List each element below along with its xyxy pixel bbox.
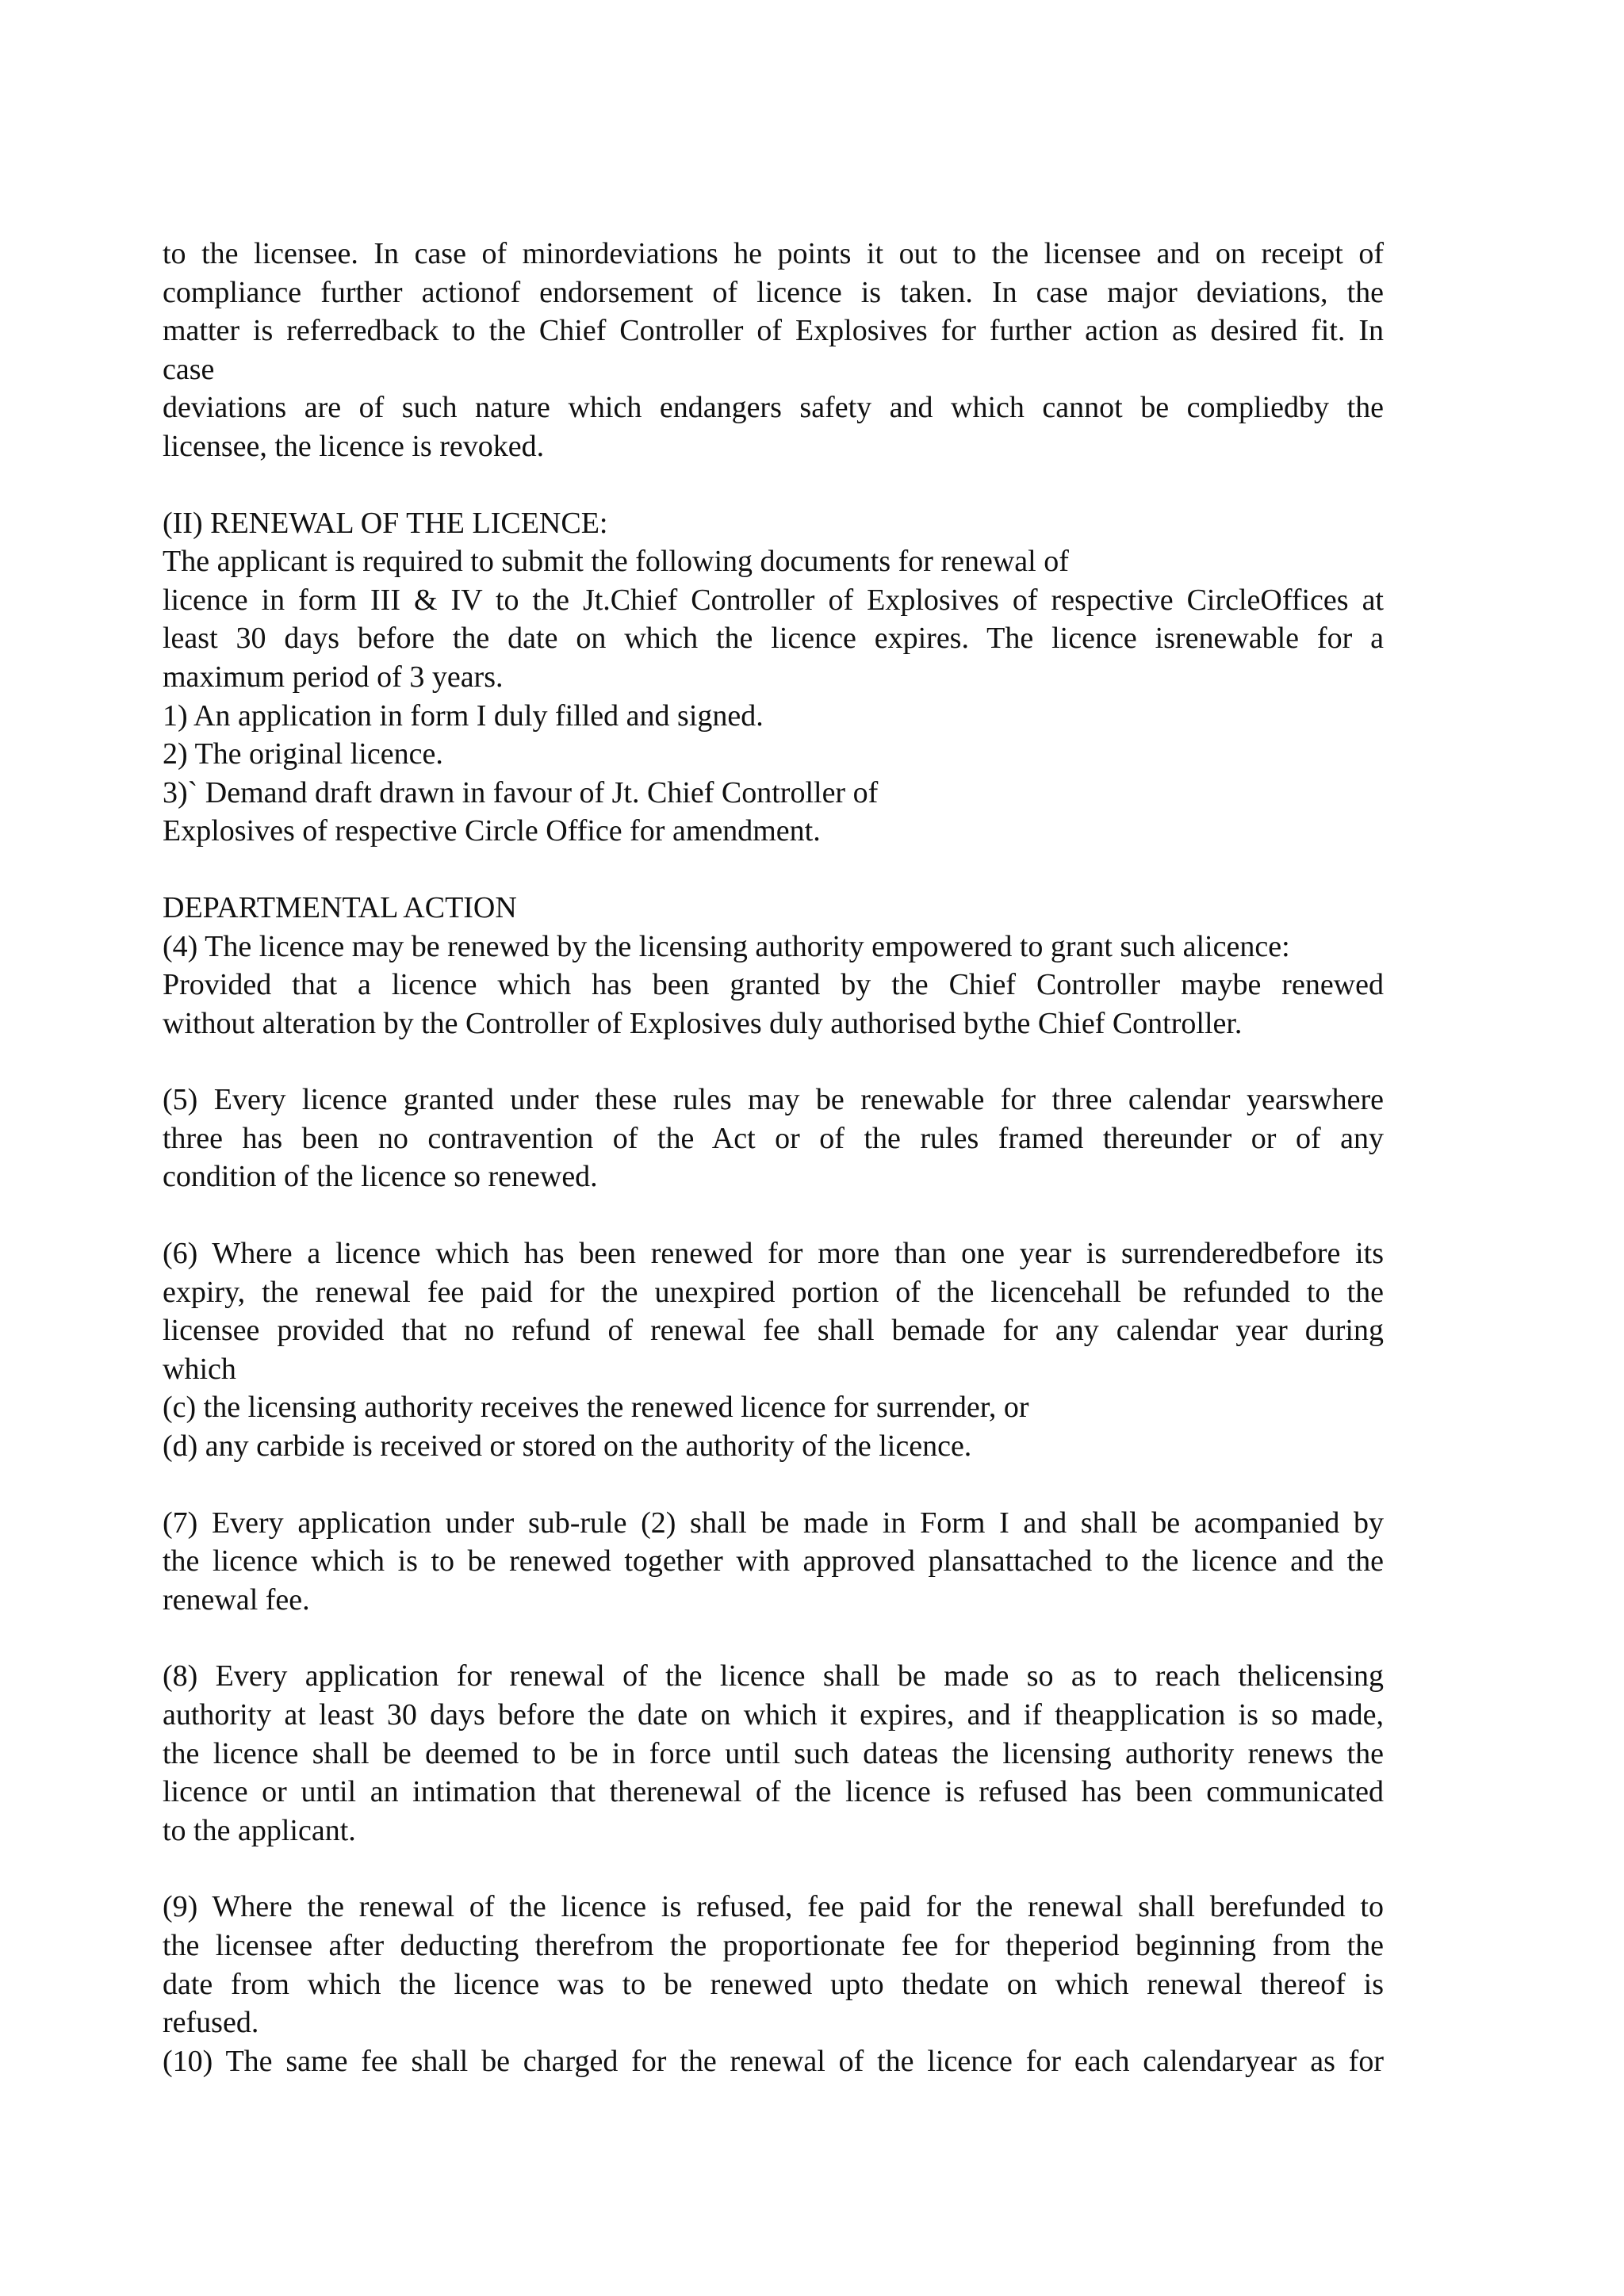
text-line: case — [163, 352, 215, 386]
rule-5-paragraph — [163, 1081, 1384, 1196]
text-line: Provided that a licence which has been granted by the Chief Controller maybe renewed — [163, 968, 1384, 1002]
text-line: licence in form III & IV to the Jt.Chief Controller of Explosives of respective CircleOffices at — [163, 583, 1384, 617]
text-line: (6) Where a licence which has been renewed for more than one year is surrenderedbefore its — [163, 1237, 1384, 1271]
document-page — [163, 235, 1384, 2080]
text-line: deviations are of such nature which endangers safety and which cannot be compliedby the — [163, 391, 1384, 425]
text-line: 2) The original licence. — [163, 737, 443, 771]
paragraph-gap — [163, 466, 1384, 504]
text-line: renewal fee. — [163, 1582, 310, 1617]
text-line: without alteration by the Controller of Explosives duly authorised bythe Chief Controller. — [163, 1006, 1243, 1040]
text-line: licensee provided that no refund of renewal fee shall bemade for any calendar year during — [163, 1314, 1384, 1348]
text-line: compliance further actionof endorsement of licence is taken. In case major deviations, the — [163, 275, 1384, 309]
text-line: (c) the licensing authority receives the renewed licence for surrender, or — [163, 1391, 1029, 1425]
text-line: authority at least 30 days before the date on which it expires, and if theapplication is so made, — [163, 1698, 1384, 1732]
text-line: (10) The same fee shall be charged for the renewal of the licence for each calendaryear as for — [163, 2044, 1384, 2078]
text-line: to the applicant. — [163, 1813, 356, 1847]
text-line: the licensee after deducting therefrom the proportionate fee for theperiod beginning from the — [163, 1928, 1384, 1962]
paragraph-gap — [163, 1850, 1384, 1888]
rule-8-paragraph — [163, 1657, 1384, 1850]
rule-6-paragraph — [163, 1234, 1384, 1466]
text-line: (4) The licence may be renewed by the licensing authority empowered to grant such alicence: — [163, 929, 1290, 963]
text-line: to the licensee. In case of minordeviations he points it out to the licensee and on receipt of — [163, 237, 1384, 270]
text-line: the licence which is to be renewed together with approved plansattached to the licence and the — [163, 1544, 1384, 1578]
text-line: condition of the licence so renewed. — [163, 1160, 598, 1194]
text-line: the licence shall be deemed to be in force until such dateas the licensing authority renews the — [163, 1736, 1384, 1770]
text-line: (7) Every application under sub-rule (2) shall be made in Form I and shall be acompanied by — [163, 1506, 1384, 1540]
paragraph-gap — [163, 1196, 1384, 1234]
paragraph-gap — [163, 851, 1384, 889]
text-line: DEPARTMENTAL ACTION — [163, 890, 517, 924]
text-line: Explosives of respective Circle Office for amendment. — [163, 814, 821, 848]
text-line: (9) Where the renewal of the licence is refused, fee paid for the renewal shall berefunded to — [163, 1890, 1384, 1924]
rule-9-10-paragraph — [163, 1888, 1384, 2080]
text-line: maximum period of 3 years. — [163, 660, 504, 694]
text-line: 1) An application in form I duly filled and signed. — [163, 698, 764, 733]
text-line: licence or until an intimation that therenewal of the licence is refused has been communicated — [163, 1775, 1384, 1809]
text-line: three has been no contravention of the Act or of the rules framed thereunder or of any — [163, 1121, 1384, 1155]
paragraph-gap — [163, 1619, 1384, 1657]
text-line: The applicant is required to submit the following documents for renewal of — [163, 545, 1069, 579]
text-line: (II) RENEWAL OF THE LICENCE: — [163, 506, 608, 540]
text-line: (d) any carbide is received or stored on the authority of the licence. — [163, 1429, 972, 1464]
text-line: 3)` Demand draft drawn in favour of Jt. Chief Controller of — [163, 775, 879, 809]
text-line: (5) Every licence granted under these rules may be renewable for three calendar yearswhere — [163, 1083, 1384, 1117]
text-line: matter is referredback to the Chief Controller of Explosives for further action as desired fit. In — [163, 314, 1384, 348]
paragraph-gap — [163, 1043, 1384, 1081]
paragraph-gap — [163, 1466, 1384, 1504]
text-line: which — [163, 1352, 236, 1386]
text-line: date from which the licence was to be renewed upto thedate on which renewal thereof is — [163, 1967, 1384, 2001]
intro-paragraph — [163, 235, 1384, 466]
text-line: expiry, the renewal fee paid for the unexpired portion of the licencehall be refunded to the — [163, 1275, 1384, 1309]
renewal-section — [163, 504, 1384, 851]
text-line: licensee, the licence is revoked. — [163, 429, 545, 463]
text-line: least 30 days before the date on which the licence expires. The licence isrenewable for a — [163, 622, 1384, 656]
rule-7-paragraph — [163, 1504, 1384, 1620]
text-line: (8) Every application for renewal of the licence shall be made so as to reach thelicensing — [163, 1659, 1384, 1693]
departmental-action-section — [163, 889, 1384, 1043]
text-line: refused. — [163, 2006, 259, 2040]
